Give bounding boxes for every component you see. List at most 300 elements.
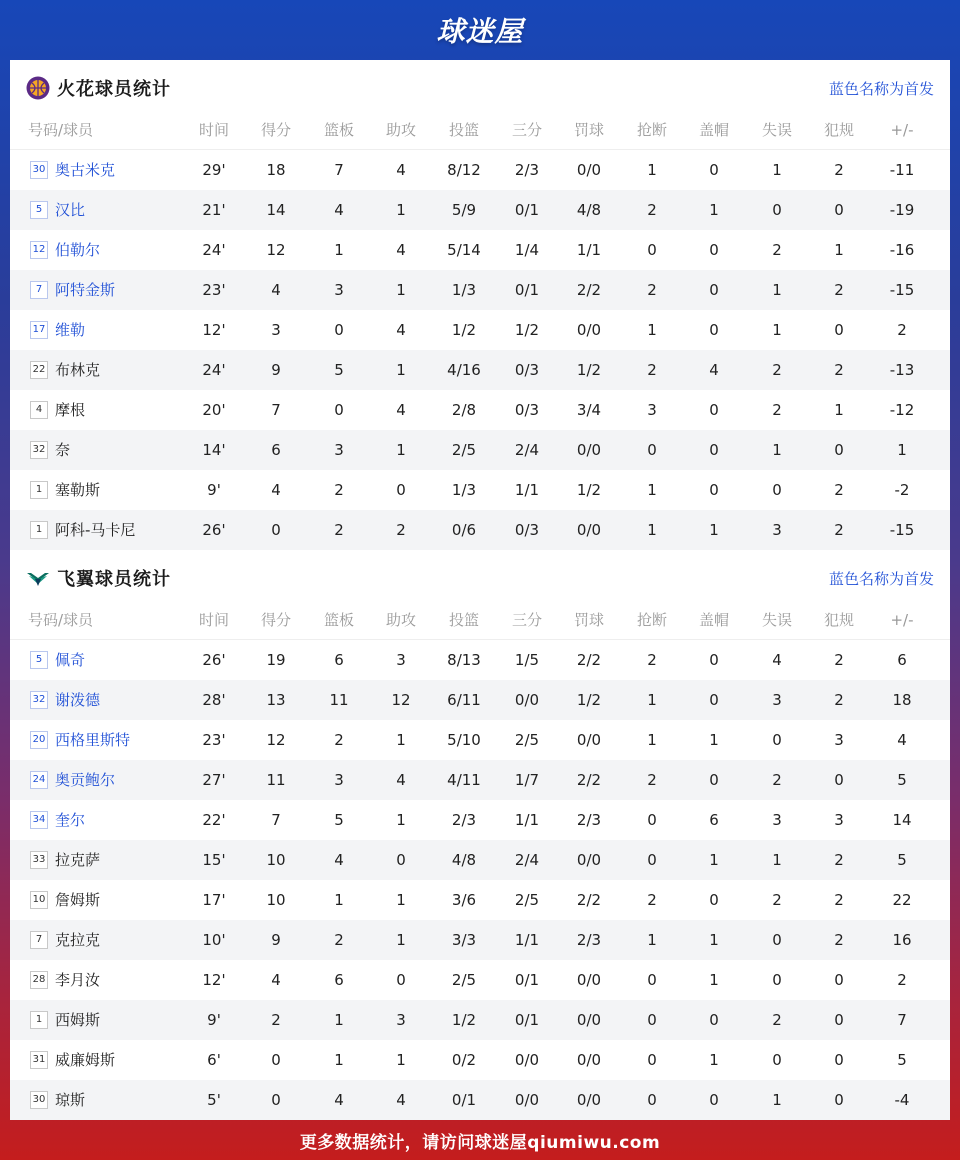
stat-cell: 10' — [202, 931, 226, 949]
column-header: 投篮 — [448, 611, 479, 629]
stat-cell: 0/1 — [451, 1091, 477, 1109]
player-name-link[interactable]: 阿科-马卡尼 — [55, 521, 136, 539]
stat-cell: 1/2 — [576, 691, 602, 709]
player-row[interactable] — [10, 310, 950, 350]
player-name-link[interactable]: 伯勒尔 — [55, 241, 101, 259]
stat-cell: 4 — [334, 201, 344, 219]
stat-cell: 11 — [266, 771, 286, 789]
player-name-link[interactable]: 摩根 — [55, 401, 86, 419]
jersey-number-badge: 1 — [30, 1011, 48, 1029]
stat-cell: 2 — [772, 361, 782, 379]
stat-cell: 0 — [772, 481, 782, 499]
stat-cell: 5/14 — [447, 241, 481, 259]
stat-cell: 3 — [772, 521, 782, 539]
stat-cell: 4 — [334, 851, 344, 869]
column-header: 失误 — [761, 121, 792, 139]
jersey-number-badge: 5 — [30, 651, 48, 669]
stat-cell: 4 — [271, 971, 281, 989]
stat-cell: 2/2 — [576, 651, 602, 669]
stat-cell: 1 — [772, 851, 782, 869]
stat-cell: 5/10 — [447, 731, 481, 749]
stat-cell: 0/0 — [576, 1091, 602, 1109]
stat-cell: 4 — [396, 1091, 406, 1109]
stat-cell: 4 — [396, 771, 406, 789]
stat-cell: 5/9 — [451, 201, 477, 219]
stat-cell: 2 — [834, 651, 844, 669]
stat-cell: 18 — [266, 161, 286, 179]
player-row[interactable] — [10, 840, 950, 880]
stat-cell: 1 — [647, 931, 657, 949]
stat-cell: 3 — [772, 811, 782, 829]
player-name-link[interactable]: 西姆斯 — [55, 1011, 101, 1029]
stat-cell: 0 — [772, 731, 782, 749]
jersey-number-badge: 7 — [30, 931, 48, 949]
column-header-player: 号码/球员 — [28, 611, 94, 629]
stat-cell: 2 — [834, 161, 844, 179]
stat-cell: 1 — [334, 1051, 344, 1069]
stat-cell: 1 — [647, 521, 657, 539]
stat-cell: 0/3 — [514, 401, 540, 419]
stat-cell: 6 — [334, 651, 344, 669]
stat-cell: 0 — [709, 891, 719, 909]
stat-cell: 2 — [772, 1011, 782, 1029]
stat-cell: 11 — [329, 691, 349, 709]
stat-cell: 14 — [266, 201, 286, 219]
stat-cell: 10 — [266, 851, 286, 869]
stat-cell: 1 — [396, 891, 406, 909]
stat-cell: 0 — [396, 851, 406, 869]
player-name-link[interactable]: 奥贡鲍尔 — [55, 771, 116, 789]
column-header: 罚球 — [573, 611, 604, 629]
stat-cell: 2 — [834, 691, 844, 709]
stat-cell: 0/3 — [514, 361, 540, 379]
stat-cell: 7 — [271, 401, 281, 419]
stat-cell: 1/4 — [514, 241, 540, 259]
column-header: 罚球 — [573, 121, 604, 139]
stat-cell: 0 — [647, 1011, 657, 1029]
stat-cell: 1 — [772, 441, 782, 459]
stat-cell: 3 — [647, 401, 657, 419]
stat-cell: 2 — [647, 651, 657, 669]
jersey-number-badge: 17 — [30, 321, 48, 339]
stat-cell: 9' — [207, 481, 221, 499]
stat-cell: 0/1 — [514, 281, 540, 299]
player-row[interactable] — [10, 350, 950, 390]
stat-cell: 2/2 — [576, 281, 602, 299]
player-name-link[interactable]: 布林克 — [55, 361, 101, 379]
stat-cell: 4/8 — [451, 851, 477, 869]
stat-cell: 19 — [266, 651, 286, 669]
player-name-link[interactable]: 佩奇 — [55, 651, 86, 669]
player-row[interactable] — [10, 190, 950, 230]
stat-cell: 6/11 — [447, 691, 481, 709]
stat-cell: 2 — [334, 931, 344, 949]
stat-cell: 3 — [834, 731, 844, 749]
stat-cell: 1 — [396, 281, 406, 299]
stat-cell: 1/2 — [514, 321, 540, 339]
stat-cell: 13 — [266, 691, 286, 709]
stat-cell: 7 — [334, 161, 344, 179]
stat-cell: 1/2 — [451, 1011, 477, 1029]
player-row[interactable] — [10, 150, 950, 190]
stat-cell: 2/3 — [451, 811, 477, 829]
stat-cell: 1 — [396, 441, 406, 459]
jersey-number-badge: 34 — [30, 811, 48, 829]
stat-cell: 1/3 — [451, 481, 477, 499]
stat-cell: 0/0 — [514, 1051, 540, 1069]
footer-banner[interactable] — [0, 1120, 960, 1160]
stat-cell: 4 — [772, 651, 782, 669]
stat-cell: 1 — [709, 1051, 719, 1069]
stat-cell: 0/0 — [576, 1051, 602, 1069]
stat-cell: -13 — [889, 361, 915, 379]
stat-cell: 4/8 — [576, 201, 602, 219]
stat-cell: 8/13 — [447, 651, 481, 669]
stat-cell: 2 — [334, 521, 344, 539]
stat-cell: 0 — [396, 971, 406, 989]
stat-cell: 0 — [709, 241, 719, 259]
stat-cell: 4 — [396, 241, 406, 259]
player-row[interactable] — [10, 1080, 950, 1120]
stat-cell: 12' — [202, 321, 226, 339]
stat-cell: 1 — [897, 441, 907, 459]
jersey-number-badge: 32 — [30, 691, 48, 709]
stat-cell: 2/5 — [514, 891, 540, 909]
jersey-number-badge: 33 — [30, 851, 48, 869]
stat-cell: -2 — [894, 481, 910, 499]
column-header-player: 号码/球员 — [28, 121, 94, 139]
stat-cell: 26' — [202, 521, 226, 539]
jersey-number-badge: 12 — [30, 241, 48, 259]
stat-cell: 2 — [834, 891, 844, 909]
player-name-link[interactable]: 塞勒斯 — [55, 481, 101, 499]
stat-cell: 0 — [772, 971, 782, 989]
stat-cell: 0/3 — [514, 521, 540, 539]
stat-cell: 4 — [271, 481, 281, 499]
stat-cell: 0 — [834, 971, 844, 989]
stat-cell: 0 — [834, 1091, 844, 1109]
player-row[interactable] — [10, 720, 950, 760]
jersey-number-badge: 1 — [30, 521, 48, 539]
stat-cell: 20' — [202, 401, 226, 419]
stat-cell: 10 — [266, 891, 286, 909]
player-row[interactable] — [10, 1000, 950, 1040]
stat-cell: 0 — [709, 481, 719, 499]
stat-cell: 1/7 — [514, 771, 540, 789]
stat-cell: 3 — [334, 441, 344, 459]
stat-cell: 1 — [334, 241, 344, 259]
stat-cell: 4 — [396, 321, 406, 339]
stat-cell: 1 — [396, 1051, 406, 1069]
stat-cell: 0 — [709, 161, 719, 179]
jersey-number-badge: 30 — [30, 1091, 48, 1109]
stat-cell: 22' — [202, 811, 226, 829]
stat-cell: 6 — [897, 651, 907, 669]
stat-cell: 0 — [647, 851, 657, 869]
team-header-wings — [10, 550, 950, 606]
stat-cell: 9 — [271, 931, 281, 949]
stat-cell: 2 — [897, 321, 907, 339]
player-name-link[interactable]: 阿特金斯 — [55, 281, 116, 299]
stat-cell: 2/3 — [514, 161, 540, 179]
stat-cell: 23' — [202, 731, 226, 749]
player-name-link[interactable]: 奥古米克 — [55, 161, 116, 179]
stat-cell: 2 — [772, 771, 782, 789]
column-header: 抢断 — [636, 611, 667, 629]
stat-cell: 2/5 — [451, 441, 477, 459]
player-row[interactable] — [10, 510, 950, 550]
player-row[interactable] — [10, 470, 950, 510]
column-header: 助攻 — [385, 121, 416, 139]
column-header: +/- — [890, 611, 914, 629]
stat-cell: 26' — [202, 651, 226, 669]
jersey-number-badge: 4 — [30, 401, 48, 419]
column-header: 抢断 — [636, 121, 667, 139]
stat-cell: 0 — [709, 771, 719, 789]
stat-cell: 0/1 — [514, 201, 540, 219]
stat-cell: 1 — [709, 851, 719, 869]
stat-cell: 3 — [396, 1011, 406, 1029]
player-name-link[interactable]: 奎尔 — [55, 811, 86, 829]
jersey-number-badge: 24 — [30, 771, 48, 789]
stat-cell: -16 — [889, 241, 915, 259]
stat-cell: 0/0 — [576, 731, 602, 749]
stat-cell: 1 — [709, 521, 719, 539]
player-row[interactable] — [10, 430, 950, 470]
stat-cell: 0 — [271, 521, 281, 539]
stat-cell: 0/2 — [451, 1051, 477, 1069]
stat-cell: 0 — [647, 441, 657, 459]
stat-cell: -15 — [889, 281, 915, 299]
stat-cell: -11 — [889, 161, 915, 179]
player-row[interactable] — [10, 1040, 950, 1080]
stat-cell: 5 — [334, 811, 344, 829]
stat-cell: 0 — [271, 1051, 281, 1069]
stat-cell: 0/0 — [514, 691, 540, 709]
stat-cell: 0/0 — [576, 971, 602, 989]
jersey-number-badge: 30 — [30, 161, 48, 179]
player-row[interactable] — [10, 760, 950, 800]
stat-cell: 3 — [396, 651, 406, 669]
stat-cell: 1/1 — [576, 241, 602, 259]
stat-cell: 1 — [709, 971, 719, 989]
stat-cell: 4/11 — [447, 771, 481, 789]
stat-cell: 16 — [892, 931, 912, 949]
stat-cell: 6' — [207, 1051, 221, 1069]
player-name-link[interactable]: 威廉姆斯 — [55, 1051, 116, 1069]
stat-cell: 2/3 — [576, 931, 602, 949]
stat-cell: 1 — [772, 321, 782, 339]
stat-cell: 0 — [834, 201, 844, 219]
column-header: 时间 — [198, 121, 229, 139]
stat-cell: 0 — [709, 1011, 719, 1029]
stat-cell: 4 — [271, 281, 281, 299]
column-header: 盖帽 — [698, 121, 729, 139]
player-name-link[interactable]: 李月汝 — [55, 971, 101, 989]
stat-cell: 2 — [647, 771, 657, 789]
player-row[interactable] — [10, 680, 950, 720]
stat-cell: 1 — [396, 201, 406, 219]
player-row[interactable] — [10, 920, 950, 960]
stat-cell: -12 — [889, 401, 915, 419]
jersey-number-badge: 10 — [30, 891, 48, 909]
stat-cell: 2 — [897, 971, 907, 989]
column-header: 助攻 — [385, 611, 416, 629]
top-bar — [0, 0, 960, 60]
player-row[interactable] — [10, 390, 950, 430]
jersey-number-badge: 31 — [30, 1051, 48, 1069]
stat-cell: 2 — [647, 361, 657, 379]
stat-cell: 6 — [709, 811, 719, 829]
stat-cell: 2 — [834, 521, 844, 539]
stat-cell: 1/2 — [576, 361, 602, 379]
stat-cell: 1 — [647, 321, 657, 339]
stat-cell: 2 — [647, 891, 657, 909]
player-name-link[interactable]: 汉比 — [55, 201, 86, 219]
stat-cell: 2 — [772, 401, 782, 419]
stat-cell: 1 — [772, 1091, 782, 1109]
stat-cell: 1 — [834, 241, 844, 259]
stat-cell: 1 — [647, 731, 657, 749]
player-name-link[interactable]: 西格里斯特 — [55, 731, 131, 749]
stat-cell: 21' — [202, 201, 226, 219]
stat-cell: 1 — [396, 931, 406, 949]
stat-cell: 0 — [647, 971, 657, 989]
stat-cell: 3 — [834, 811, 844, 829]
player-row[interactable] — [10, 640, 950, 680]
stat-cell: 4 — [709, 361, 719, 379]
player-name-link[interactable]: 奈 — [55, 441, 71, 459]
stat-cell: -4 — [894, 1091, 910, 1109]
stat-cell: 0/0 — [576, 161, 602, 179]
stat-cell: 0 — [647, 811, 657, 829]
player-name-link[interactable]: 詹姆斯 — [55, 891, 101, 909]
column-header: 失误 — [761, 611, 792, 629]
stat-cell: 2 — [772, 241, 782, 259]
stat-cell: 1 — [709, 931, 719, 949]
column-header: 三分 — [511, 611, 542, 629]
stat-cell: 4 — [334, 1091, 344, 1109]
stat-cell: 0/0 — [576, 851, 602, 869]
stat-cell: 0/1 — [514, 1011, 540, 1029]
player-name-link[interactable]: 琼斯 — [55, 1091, 86, 1109]
stat-cell: 17' — [202, 891, 226, 909]
jersey-number-badge: 5 — [30, 201, 48, 219]
stat-cell: -15 — [889, 521, 915, 539]
stat-cell: 3/6 — [451, 891, 477, 909]
stat-cell: 2 — [396, 521, 406, 539]
stat-cell: 24' — [202, 361, 226, 379]
stat-cell: 0 — [709, 691, 719, 709]
sparks-logo-icon — [26, 76, 50, 100]
column-header: 犯规 — [823, 611, 854, 629]
stat-cell: 0 — [709, 401, 719, 419]
player-name-link[interactable]: 维勒 — [55, 321, 86, 339]
player-row[interactable] — [10, 230, 950, 270]
stat-cell: 14' — [202, 441, 226, 459]
stat-cell: 2 — [772, 891, 782, 909]
stat-cell: 2 — [647, 281, 657, 299]
stat-cell: 4/16 — [447, 361, 481, 379]
stat-cell: 2 — [834, 931, 844, 949]
stat-cell: 5 — [897, 771, 907, 789]
stat-cell: 12 — [266, 731, 286, 749]
stat-cell: 5 — [897, 851, 907, 869]
stat-cell: 1/2 — [451, 321, 477, 339]
stat-cell: 2 — [834, 281, 844, 299]
stat-cell: 1 — [334, 1011, 344, 1029]
player-row[interactable] — [10, 800, 950, 840]
stat-cell: 1 — [396, 361, 406, 379]
jersey-number-badge: 20 — [30, 731, 48, 749]
stat-cell: 23' — [202, 281, 226, 299]
column-header: +/- — [890, 121, 914, 139]
stat-cell: 3 — [772, 691, 782, 709]
stat-cell: 24' — [202, 241, 226, 259]
stat-cell: 6 — [271, 441, 281, 459]
stat-cell: 1 — [772, 281, 782, 299]
column-header: 得分 — [260, 121, 291, 139]
starter-note: 蓝色名称为首发 — [828, 79, 934, 98]
stat-cell: 0/0 — [576, 441, 602, 459]
stat-cell: 28' — [202, 691, 226, 709]
stat-cell: -19 — [889, 201, 915, 219]
footer-text: 更多数据统计，请访问球迷屋qiumiwu.com — [299, 1132, 661, 1153]
jersey-number-badge: 22 — [30, 361, 48, 379]
stat-cell: 0/0 — [576, 1011, 602, 1029]
stat-cell: 0 — [709, 281, 719, 299]
starter-note: 蓝色名称为首发 — [828, 569, 934, 588]
stat-cell: 1/1 — [514, 481, 540, 499]
player-name-link[interactable]: 谢泼德 — [55, 691, 101, 709]
stat-cell: 2 — [647, 201, 657, 219]
stat-cell: 9 — [271, 361, 281, 379]
stat-cell: 0 — [271, 1091, 281, 1109]
column-header: 投篮 — [448, 121, 479, 139]
stat-cell: 2 — [834, 361, 844, 379]
stat-cell: 5 — [897, 1051, 907, 1069]
wings-logo-icon — [26, 566, 50, 590]
player-row[interactable] — [10, 270, 950, 310]
stat-cell: 2/2 — [576, 891, 602, 909]
stat-cell: 18 — [892, 691, 912, 709]
player-name-link[interactable]: 拉克萨 — [55, 851, 101, 869]
player-name-link[interactable]: 克拉克 — [55, 931, 101, 949]
stat-cell: 0 — [334, 321, 344, 339]
player-row[interactable] — [10, 960, 950, 1000]
stat-cell: 2/5 — [514, 731, 540, 749]
stat-cell: 2/8 — [451, 401, 477, 419]
stat-cell: 1 — [396, 731, 406, 749]
stat-cell: 0 — [772, 931, 782, 949]
stat-cell: 0 — [834, 441, 844, 459]
stat-cell: 0 — [772, 201, 782, 219]
stat-cell: 0 — [709, 441, 719, 459]
stat-cell: 0/1 — [514, 971, 540, 989]
stat-cell: 0 — [647, 241, 657, 259]
stat-cell: 0 — [709, 1091, 719, 1109]
stat-cell: 1 — [334, 891, 344, 909]
stat-cell: 1 — [834, 401, 844, 419]
stat-cell: 0 — [772, 1051, 782, 1069]
stat-cell: 3 — [271, 321, 281, 339]
jersey-number-badge: 32 — [30, 441, 48, 459]
stat-cell: 1 — [709, 731, 719, 749]
player-row[interactable] — [10, 880, 950, 920]
stat-cell: 4 — [396, 401, 406, 419]
stat-cell: 1 — [647, 481, 657, 499]
stat-cell: 15' — [202, 851, 226, 869]
